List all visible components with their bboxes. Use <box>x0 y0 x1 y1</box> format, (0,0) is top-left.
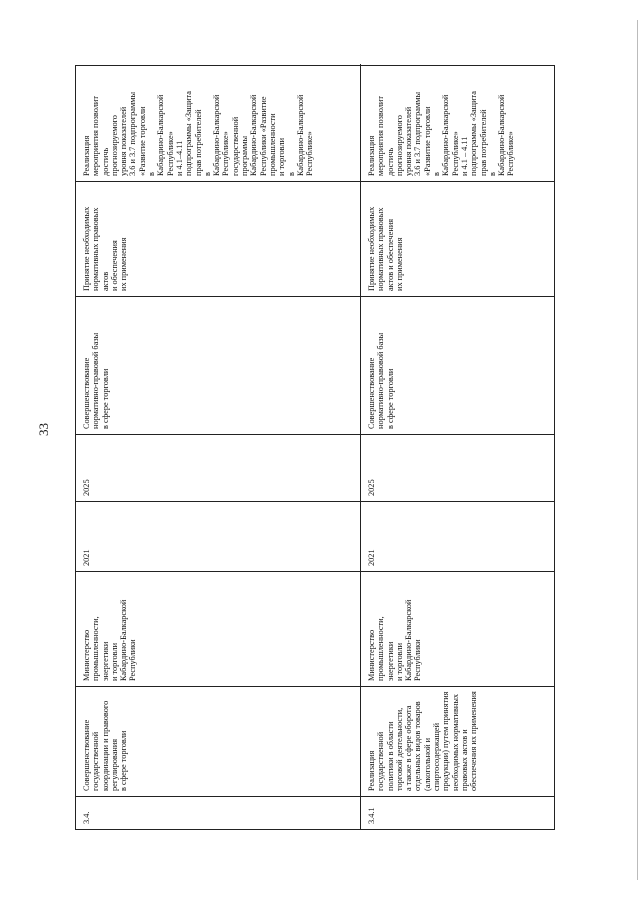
row-number: 3.4. <box>76 796 360 829</box>
consequence-text: Принятие необходимых нормативных правовых актов и обеспечения их применения <box>361 181 554 296</box>
start-year: 2021 <box>76 501 360 571</box>
table-row <box>76 64 361 829</box>
result-text: Совершенствование нормативно-правовой базы в сфере торговли <box>76 296 360 434</box>
end-year: 2025 <box>76 434 360 501</box>
rotated-table <box>75 65 555 830</box>
activity-text: Совершенствование государственной координации и правового регулирования в сфере торговли <box>76 686 360 796</box>
table-row <box>361 64 554 829</box>
result-text: Совершенствование нормативно-правовой базы в сфере торговли <box>361 296 554 434</box>
indicator-link-text: Реализация мероприятия позволит достичь прогнозируемого уровня показателей 3.6 и 3.7 подпрограммы «Развитие торговли в Кабардино-Балкарской Республике» и 4.1–4.11 подпрограммы «Защита прав потребителей в Кабардино-Балкарской Республике» государственной программы Кабардино-Балкарской Республики «Развитие промышленности и торговли в Кабардино-Балкарской Республике» <box>82 91 315 176</box>
start-year: 2021 <box>361 501 554 571</box>
consequence-text: Принятие необходимых нормативных правовых актов и обеспечения их применения <box>76 181 360 296</box>
row-number: 3.4.1 <box>361 796 554 829</box>
page-number: 33 <box>36 423 51 436</box>
activity-text: Реализация государственной политики в области торговой деятельности, а также в сфере оборота отдельных видов товаров (алкогольной и спиртосодержащей продукции) путем принятия необходимых нормативных правовых актов и обеспечения их применения <box>361 686 554 796</box>
scan-edge-line <box>637 20 638 880</box>
end-year: 2025 <box>361 434 554 501</box>
indicator-link-text: Реализация мероприятия позволит достичь прогнозируемого уровня показателей 3.6 и 3.7 подпрограммы «Развитие торговли в Кабардино-Балкарской Республике» и 4.1 – 4.11 подпрограммы «Защита прав потребителей в Кабардино-Балкарской Республике» <box>367 91 516 176</box>
executor-text: Министерство промышленности, энергетики и торговли Кабардино-Балкарской Республики <box>76 571 360 686</box>
executor-text: Министерство промышленности, энергетики и торговли Кабардино-Балкарской Республики <box>361 571 554 686</box>
